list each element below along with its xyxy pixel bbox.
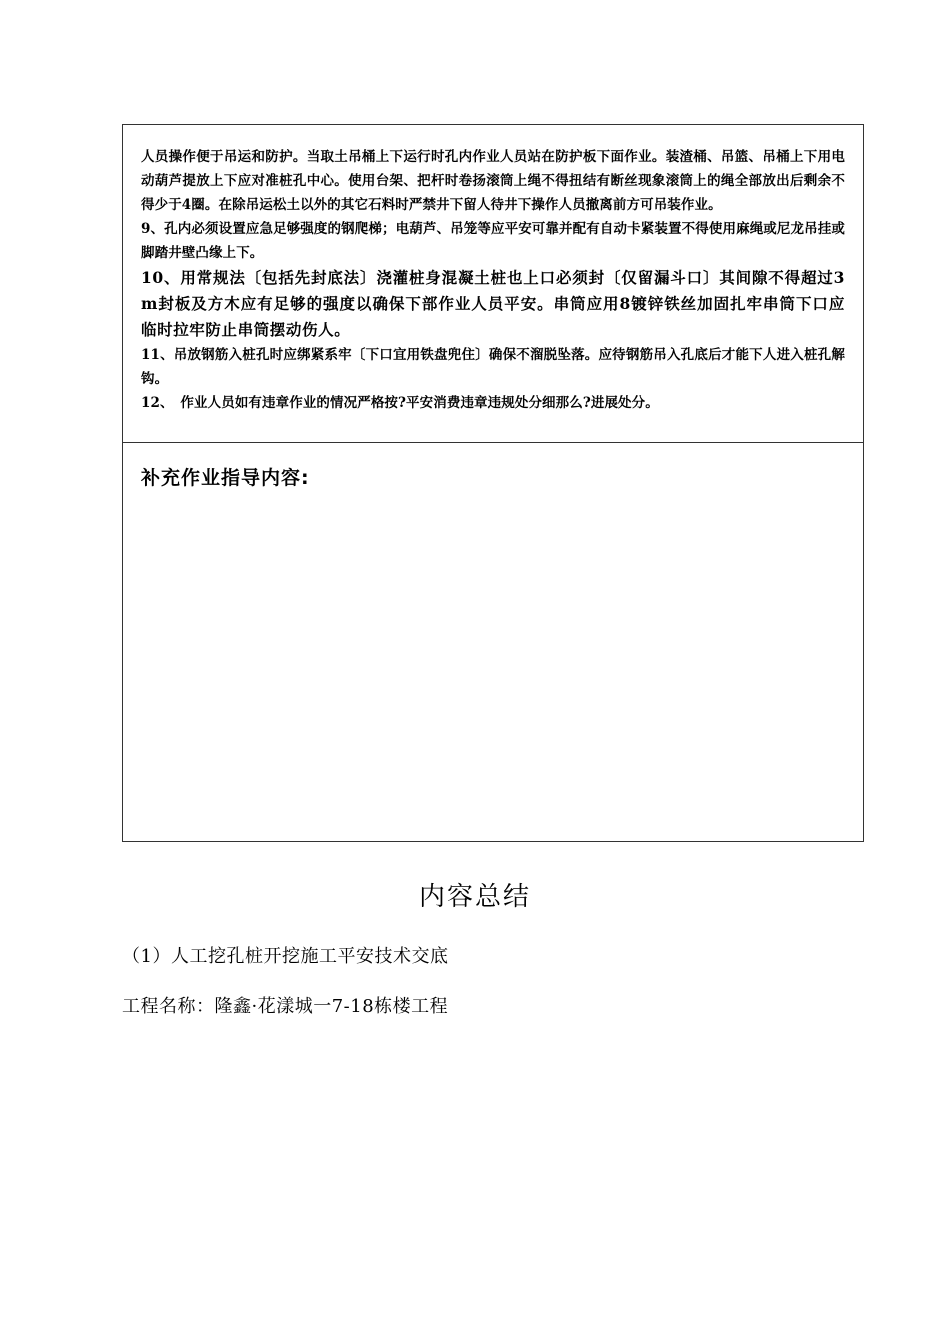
rule-paragraph-10: 10、用常规法〔包括先封底法〕浇灌桩身混凝土桩也上口必须封〔仅留漏斗口〕其间隙不得超过3m封板及方木应有足够的强度以确保下部作业人员平安。串筒应用8镀锌铁丝加固扎牢串筒下口应临时拉牢防止串筒摆动伤人。 [141,268,845,339]
rule-paragraph-11: 11、吊放钢筋入桩孔时应绑紧系牢〔下口宜用铁盘兜住〕确保不溜脱坠落。应待钢筋吊入孔底后才能下人进入桩孔解钩。 [141,347,845,387]
summary-item: （1）人工挖孔桩开挖施工平安技术交底 [122,946,449,967]
summary-title: 内容总结 [418,882,531,912]
project-name: 工程名称：隆鑫·花漾城一7-18栋楼工程 [122,996,449,1017]
rule-paragraph-continued: 人员操作便于吊运和防护。当取土吊桶上下运行时孔内作业人员站在防护板下面作业。装渣桶、吊篮、吊桶上下用电动葫芦提放上下应对准桩孔中心。使用台架、把杆时卷扬滚筒上绳不得扭结有断丝现象滚筒上的绳全部放出后剩余不得少于4圈。在除吊运松土以外的其它石料时严禁井下留人待井下操作人员撤离前方可吊装作业。 [141,149,845,213]
rule-paragraph-12: 12、 作业人员如有违章作业的情况严格按?平安消费违章违规处分细那么?进展处分。 [141,395,659,411]
supplement-cell [123,443,863,841]
rule-paragraph-9: 9、孔内必须设置应急足够强度的钢爬梯；电葫芦、吊笼等应平安可靠并配有自动卡紧装置不得使用麻绳或尼龙吊挂或脚踏井壁凸缘上下。 [141,221,845,261]
instruction-table [122,124,864,842]
supplement-heading: 补充作业指导内容: [141,467,310,489]
safety-rules-cell [123,125,863,443]
